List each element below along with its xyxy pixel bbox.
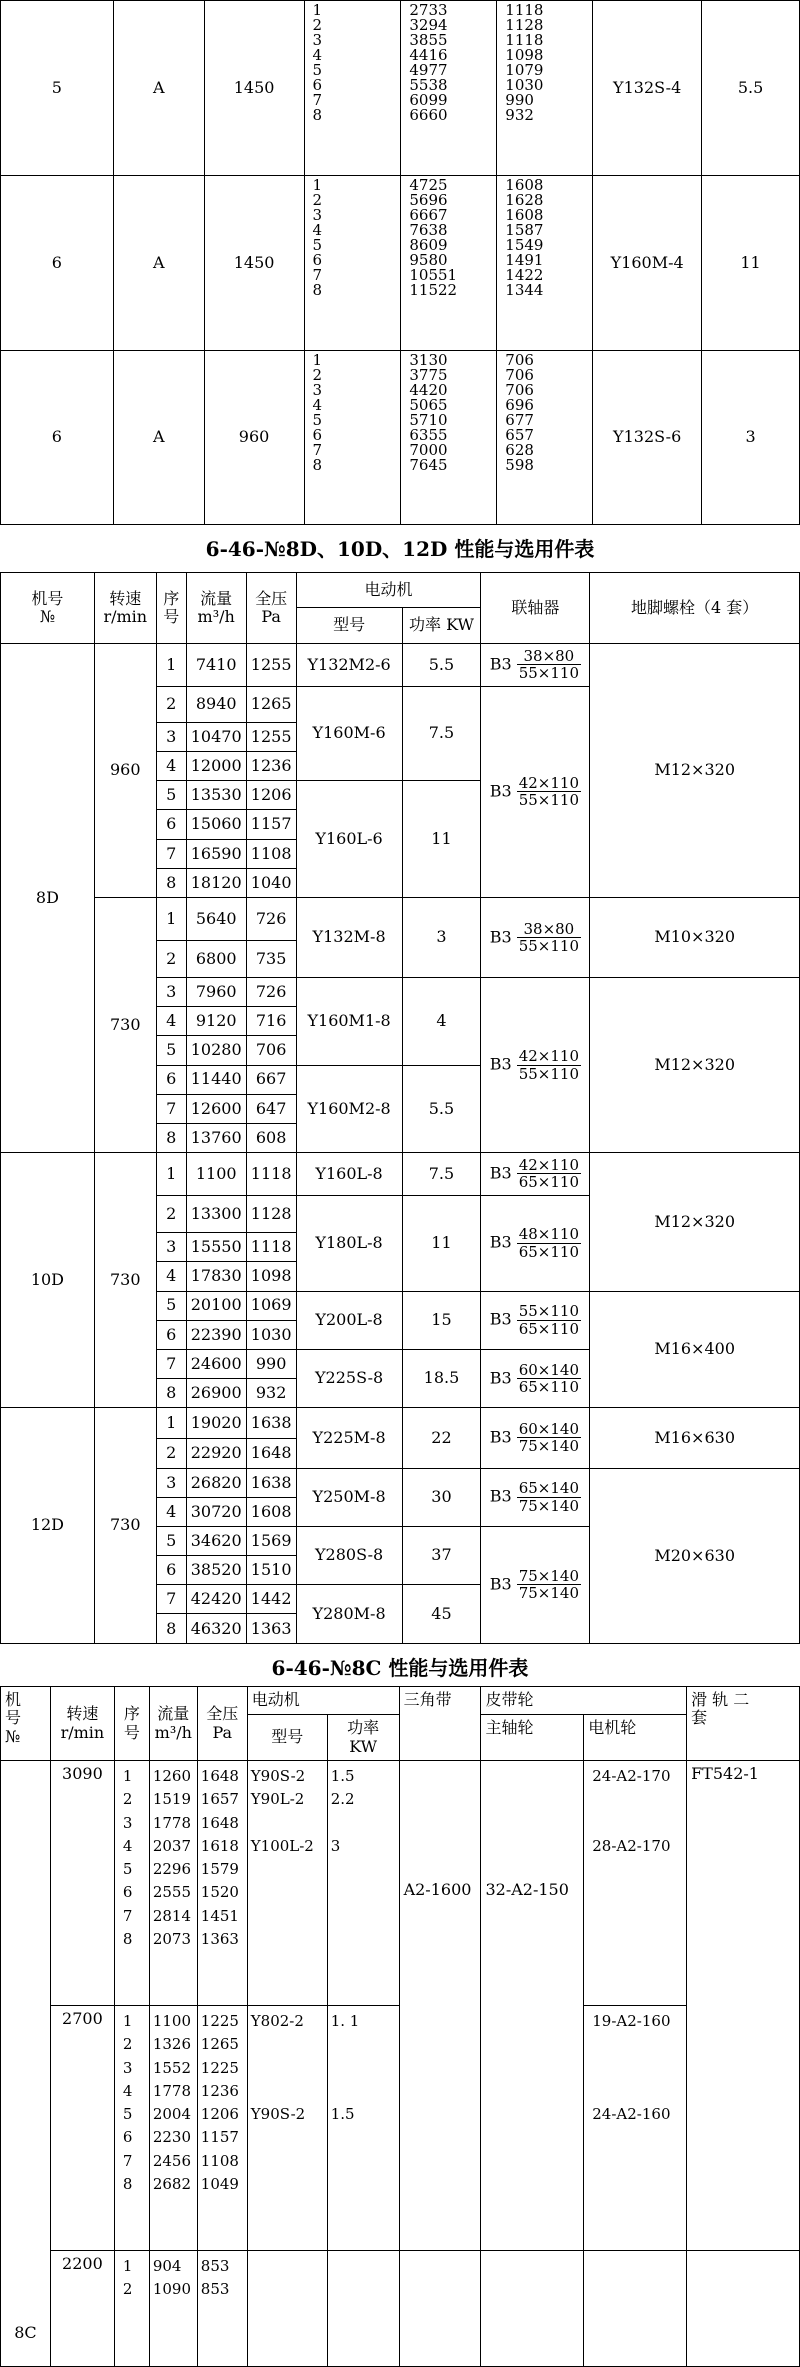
motor-power: 45: [402, 1585, 481, 1644]
motor-power: 4: [402, 978, 481, 1065]
motor-power: 7.5: [402, 686, 481, 781]
anchor-bolt: M12×320: [590, 643, 800, 897]
table-row: [1, 351, 800, 525]
pressure: 990: [246, 1349, 296, 1378]
seq: 5: [156, 1526, 186, 1555]
col-header-machine-no: 机号 №: [1, 573, 95, 644]
table-a: [0, 0, 800, 525]
motor-model: Y160M1-8: [296, 978, 402, 1065]
fan-speed: 1450: [204, 176, 304, 351]
motor-model: Y132S-6: [593, 351, 702, 525]
pressure: 1040: [246, 868, 296, 897]
seq: 8: [156, 1123, 186, 1152]
table-row: [1, 2251, 800, 2367]
flow: 8940: [186, 686, 246, 722]
seq-list: 1 2: [114, 2251, 149, 2367]
speed: 960: [94, 643, 156, 897]
motor-model: Y160L-6: [296, 781, 402, 898]
motor-power: 3: [402, 897, 481, 977]
motor-model: Y132S-4: [593, 1, 702, 176]
col-header-speed: 转速 r/min: [94, 573, 156, 644]
coupling: [481, 686, 590, 897]
power-list: 1.5 2.2 3: [327, 1761, 399, 2006]
coupling-fraction: [517, 1362, 581, 1396]
fan-type: A: [113, 176, 204, 351]
flow: 26900: [186, 1379, 246, 1408]
flow-list: 3130 3775 4420 5065 5710 6355 7000 7645: [401, 351, 497, 525]
coupling-top: 38×80: [517, 648, 581, 666]
anchor-bolt: M16×400: [590, 1291, 800, 1408]
flow: 6800: [186, 940, 246, 978]
motor-power: 11: [402, 1195, 481, 1291]
seq: 1: [156, 643, 186, 686]
motor-model: Y280S-8: [296, 1526, 402, 1584]
coupling-top: 42×110: [518, 1155, 580, 1174]
flow-list: 1100 1326 1552 1778 2004 2230 2456 2682: [149, 2006, 197, 2251]
table-row: [1, 1408, 800, 1439]
pressure-list: 1225 1265 1225 1236 1206 1157 1108 1049: [197, 2006, 247, 2251]
flow: 46320: [186, 1614, 246, 1644]
seq: 3: [156, 723, 186, 752]
table-row: [1, 1153, 800, 1196]
motor-power: 18.5: [402, 1349, 481, 1407]
machine-no: 8D: [1, 643, 95, 1152]
motor-model: Y200L-8: [296, 1291, 402, 1349]
col-header-motor: 电动机: [296, 573, 481, 608]
motor-power: 3: [702, 351, 800, 525]
main-wheel: 32-A2-150: [481, 1761, 584, 2251]
table-row: [1, 643, 800, 686]
coupling-bottom: 65×110: [518, 1378, 580, 1397]
seq: 1: [156, 897, 186, 940]
coupling-type: B3: [489, 1232, 512, 1252]
coupling-top: 65×140: [518, 1479, 580, 1498]
speed: 3090: [50, 1761, 114, 2006]
col-header-model: 型号: [296, 608, 402, 643]
table-row: [1, 1, 800, 176]
coupling-type: B3: [489, 781, 512, 801]
coupling-type: B3: [489, 1163, 512, 1183]
coupling-type: B3: [489, 1427, 512, 1447]
pressure: 1255: [246, 643, 296, 686]
motor-model: Y225S-8: [296, 1349, 402, 1407]
speed: 2200: [50, 2251, 114, 2367]
motor-power: 11: [402, 781, 481, 898]
table-b-title: 6-46-№8D、10D、12D 性能与选用件表: [205, 537, 595, 561]
coupling-fraction: [517, 1480, 581, 1514]
flow-list: 1260 1519 1778 2037 2296 2555 2814 2073: [149, 1761, 197, 2006]
coupling: [481, 1349, 590, 1407]
speed: 2700: [50, 2006, 114, 2251]
motor-model: Y132M2-6: [296, 643, 402, 686]
coupling-top: 42×110: [518, 1047, 580, 1066]
coupling-bottom: 75×140: [518, 1496, 580, 1515]
flow: 1100: [186, 1153, 246, 1196]
pressure: 608: [246, 1123, 296, 1152]
table-c-title: 6-46-№8C 性能与选用件表: [271, 1656, 529, 1680]
flow-list: 904 1090: [149, 2251, 197, 2367]
pressure-list: 1648 1657 1648 1618 1579 1520 1451 1363: [197, 1761, 247, 2006]
flow: 22920: [186, 1439, 246, 1468]
seq: 1: [156, 1408, 186, 1439]
coupling: [481, 1291, 590, 1349]
motor-wheel-list: 24-A2-170 28-A2-170: [584, 1761, 687, 2006]
pressure-list: 706 706 706 696 677 657 628 598: [497, 351, 593, 525]
seq-list: 1 2 3 4 5 6 7 8: [304, 1, 401, 176]
col-header-model: 型号: [247, 1715, 327, 1761]
flow: 12600: [186, 1094, 246, 1123]
pressure: 1648: [246, 1439, 296, 1468]
speed: 730: [94, 897, 156, 1152]
seq: 6: [156, 1556, 186, 1585]
flow: 10470: [186, 723, 246, 752]
empty-cell: [584, 2251, 687, 2367]
anchor-bolt: M20×630: [590, 1468, 800, 1643]
flow: 42420: [186, 1585, 246, 1614]
motor-model: Y132M-8: [296, 897, 402, 977]
empty-cell: [399, 2251, 481, 2367]
fan-no: 6: [1, 176, 114, 351]
empty-cell: [481, 2251, 584, 2367]
coupling-fraction: [517, 1303, 581, 1337]
flow: 30720: [186, 1497, 246, 1526]
flow: 13760: [186, 1123, 246, 1152]
flow: 7410: [186, 643, 246, 686]
flow: 26820: [186, 1468, 246, 1497]
fan-no: 6: [1, 351, 114, 525]
pressure: 667: [246, 1065, 296, 1094]
coupling-type: B3: [489, 927, 512, 947]
coupling-fraction: [517, 921, 581, 955]
anchor-bolt: M12×320: [590, 1153, 800, 1292]
flow: 19020: [186, 1408, 246, 1439]
flow: 9120: [186, 1007, 246, 1036]
motor-model: Y280M-8: [296, 1585, 402, 1644]
flow: 12000: [186, 752, 246, 781]
pressure: 1442: [246, 1585, 296, 1614]
flow-list: 4725 5696 6667 7638 8609 9580 10551 11522: [401, 176, 497, 351]
col-header-pulley: 皮带轮: [481, 1687, 687, 1715]
machine-8c: 8C: [1, 1761, 51, 2367]
flow: 17830: [186, 1262, 246, 1291]
machine-no: 10D: [1, 1153, 95, 1408]
pressure: 1157: [246, 810, 296, 839]
col-header-power: 功率 KW: [327, 1715, 399, 1761]
seq: 7: [156, 1094, 186, 1123]
seq: 2: [156, 686, 186, 722]
fan-no: 5: [1, 1, 114, 176]
pressure: 1638: [246, 1468, 296, 1497]
coupling-fraction: [517, 1421, 581, 1455]
motor-model: Y160M-4: [593, 176, 702, 351]
coupling-bottom: 75×140: [518, 1437, 580, 1456]
pressure: 647: [246, 1094, 296, 1123]
motor-model: Y160L-8: [296, 1153, 402, 1196]
pressure: 932: [246, 1379, 296, 1408]
flow: 18120: [186, 868, 246, 897]
vbelt: A2-1600: [399, 1761, 481, 2251]
pressure: 1098: [246, 1262, 296, 1291]
pressure: 1510: [246, 1556, 296, 1585]
pressure: 1030: [246, 1320, 296, 1349]
seq: 5: [156, 781, 186, 810]
col-header-motor-wheel: 电机轮: [584, 1715, 687, 1761]
model-list: Y802-2 Y90S-2: [247, 2006, 327, 2251]
col-header-flow: 流量 m³/h: [186, 573, 246, 644]
seq: 4: [156, 1262, 186, 1291]
machine-no: 12D: [1, 1408, 95, 1644]
empty-cell: [687, 2251, 800, 2367]
header-row: [1, 573, 800, 608]
col-header-machine-no: 机 号 №: [1, 1687, 51, 1761]
fan-type: A: [113, 1, 204, 176]
coupling-fraction: [517, 648, 581, 682]
col-header-flow: 流量 m³/h: [149, 1687, 197, 1761]
motor-model: Y160M-6: [296, 686, 402, 781]
flow: 15550: [186, 1233, 246, 1262]
coupling-bottom: 55×110: [518, 1064, 580, 1083]
motor-power: 5.5: [402, 643, 481, 686]
seq: 3: [156, 978, 186, 1007]
seq: 8: [156, 868, 186, 897]
coupling-fraction: [517, 1226, 581, 1260]
coupling: [481, 1153, 590, 1196]
seq: 4: [156, 1497, 186, 1526]
seq: 5: [156, 1291, 186, 1320]
flow: 15060: [186, 810, 246, 839]
pressure: 1118: [246, 1153, 296, 1196]
table-c: [0, 1686, 800, 2367]
flow: 16590: [186, 839, 246, 868]
seq: 8: [156, 1379, 186, 1408]
coupling: [481, 643, 590, 686]
col-header-bolt: 地脚螺栓（4 套）: [590, 573, 800, 644]
pressure: 735: [246, 940, 296, 978]
seq: 4: [156, 752, 186, 781]
speed: 730: [94, 1408, 156, 1644]
coupling-type: B3: [489, 1486, 512, 1506]
coupling-top: 55×110: [518, 1302, 580, 1321]
pressure: 726: [246, 978, 296, 1007]
speed: 730: [94, 1153, 156, 1408]
pressure-list: 1118 1128 1118 1098 1079 1030 990 932: [497, 1, 593, 176]
flow: 11440: [186, 1065, 246, 1094]
seq: 6: [156, 1320, 186, 1349]
coupling-bottom: 55×110: [518, 791, 580, 810]
coupling: [481, 897, 590, 977]
seq: 3: [156, 1233, 186, 1262]
coupling-type: B3: [489, 654, 512, 674]
seq: 2: [156, 1195, 186, 1233]
coupling-bottom: 65×110: [518, 1173, 580, 1192]
flow-list: 2733 3294 3855 4416 4977 5538 6099 6660: [401, 1, 497, 176]
coupling: [481, 1468, 590, 1526]
pressure: 726: [246, 897, 296, 940]
flow: 22390: [186, 1320, 246, 1349]
col-header-coupling: 联轴器: [481, 573, 590, 644]
motor-power: 5.5: [402, 1065, 481, 1152]
table-row: [1, 897, 800, 940]
pressure: 1236: [246, 752, 296, 781]
anchor-bolt: M12×320: [590, 978, 800, 1153]
motor-power: 15: [402, 1291, 481, 1349]
col-header-power: 功率 KW: [402, 608, 481, 643]
pressure: 706: [246, 1036, 296, 1065]
coupling-type: B3: [489, 1054, 512, 1074]
seq: 7: [156, 1585, 186, 1614]
empty-cell: [247, 2251, 327, 2367]
coupling-top: 60×140: [518, 1419, 580, 1438]
coupling-top: 42×110: [518, 773, 580, 792]
coupling-type: B3: [489, 1368, 512, 1388]
flow: 24600: [186, 1349, 246, 1378]
seq-list: 1 2 3 4 5 6 7 8: [114, 2006, 149, 2251]
pressure: 1265: [246, 686, 296, 722]
flow: 38520: [186, 1556, 246, 1585]
table-b: [0, 572, 800, 1644]
coupling-type: B3: [489, 1574, 512, 1594]
col-header-pressure: 全压 Pa: [246, 573, 296, 644]
coupling-type: B3: [489, 1309, 512, 1329]
motor-power: 37: [402, 1526, 481, 1584]
col-header-pressure: 全压 Pa: [197, 1687, 247, 1761]
pressure: 1569: [246, 1526, 296, 1555]
pressure: 1108: [246, 839, 296, 868]
seq: 4: [156, 1007, 186, 1036]
coupling-top: 60×140: [518, 1360, 580, 1379]
fan-type: A: [113, 351, 204, 525]
seq: 6: [156, 1065, 186, 1094]
pressure: 1255: [246, 723, 296, 752]
seq-list: 1 2 3 4 5 6 7 8: [114, 1761, 149, 2006]
pressure: 716: [246, 1007, 296, 1036]
seq: 7: [156, 1349, 186, 1378]
col-header-speed: 转速 r/min: [50, 1687, 114, 1761]
motor-power: 11: [702, 176, 800, 351]
rail: FT542-1: [687, 1761, 800, 2251]
pressure: 1118: [246, 1233, 296, 1262]
seq: 1: [156, 1153, 186, 1196]
coupling-fraction: [517, 1568, 581, 1602]
col-header-rail: 滑 轨 二 套: [687, 1687, 800, 1761]
seq: 2: [156, 940, 186, 978]
seq: 7: [156, 839, 186, 868]
pressure: 1128: [246, 1195, 296, 1233]
motor-model: Y225M-8: [296, 1408, 402, 1468]
col-header-seq: 序 号: [114, 1687, 149, 1761]
coupling: [481, 1408, 590, 1468]
pressure: 1206: [246, 781, 296, 810]
col-header-main-wheel: 主轴轮: [481, 1715, 584, 1761]
motor-power: 7.5: [402, 1153, 481, 1196]
seq: 6: [156, 810, 186, 839]
coupling-top: 75×140: [518, 1566, 580, 1585]
coupling-top: 38×80: [517, 921, 581, 939]
motor-power: 22: [402, 1408, 481, 1468]
flow: 10280: [186, 1036, 246, 1065]
motor-power: 30: [402, 1468, 481, 1526]
coupling: [481, 1526, 590, 1643]
coupling-bottom: 75×140: [518, 1584, 580, 1603]
anchor-bolt: M16×630: [590, 1408, 800, 1468]
motor-model: Y250M-8: [296, 1468, 402, 1526]
seq: 5: [156, 1036, 186, 1065]
coupling: [481, 1195, 590, 1291]
motor-model: Y180L-8: [296, 1195, 402, 1291]
anchor-bolt: M10×320: [590, 897, 800, 977]
pressure: 1638: [246, 1408, 296, 1439]
seq: 8: [156, 1614, 186, 1644]
table-row: [1, 176, 800, 351]
coupling-top: 48×110: [518, 1225, 580, 1244]
pressure-list: 1608 1628 1608 1587 1549 1491 1422 1344: [497, 176, 593, 351]
pressure: 1608: [246, 1497, 296, 1526]
seq-list: 1 2 3 4 5 6 7 8: [304, 176, 401, 351]
coupling-bottom: 55×110: [518, 937, 580, 956]
seq: 2: [156, 1439, 186, 1468]
motor-model: Y160M2-8: [296, 1065, 402, 1152]
col-header-seq: 序 号: [156, 573, 186, 644]
flow: 13530: [186, 781, 246, 810]
coupling-bottom: 65×110: [518, 1319, 580, 1338]
pressure: 1069: [246, 1291, 296, 1320]
flow: 7960: [186, 978, 246, 1007]
flow: 13300: [186, 1195, 246, 1233]
fan-speed: 960: [204, 351, 304, 525]
table-row: [1, 1761, 800, 2006]
motor-wheel-list: 19-A2-160 24-A2-160: [584, 2006, 687, 2251]
coupling-fraction: [517, 1048, 581, 1082]
flow: 20100: [186, 1291, 246, 1320]
empty-cell: [327, 2251, 399, 2367]
coupling-fraction: [517, 1157, 581, 1191]
coupling: [481, 978, 590, 1153]
coupling-fraction: [517, 775, 581, 809]
pressure: 1363: [246, 1614, 296, 1644]
pressure-list: 853 853: [197, 2251, 247, 2367]
motor-power: 5.5: [702, 1, 800, 176]
flow: 5640: [186, 897, 246, 940]
coupling-bottom: 55×110: [518, 664, 580, 683]
fan-speed: 1450: [204, 1, 304, 176]
seq: 3: [156, 1468, 186, 1497]
power-list: 1. 1 1.5: [327, 2006, 399, 2251]
coupling-bottom: 65×110: [518, 1242, 580, 1261]
seq-list: 1 2 3 4 5 6 7 8: [304, 351, 401, 525]
header-row: [1, 1687, 800, 1715]
col-header-vbelt: 三角带: [399, 1687, 481, 1761]
flow: 34620: [186, 1526, 246, 1555]
col-header-motor: 电动机: [247, 1687, 399, 1715]
model-list: Y90S-2 Y90L-2 Y100L-2: [247, 1761, 327, 2006]
